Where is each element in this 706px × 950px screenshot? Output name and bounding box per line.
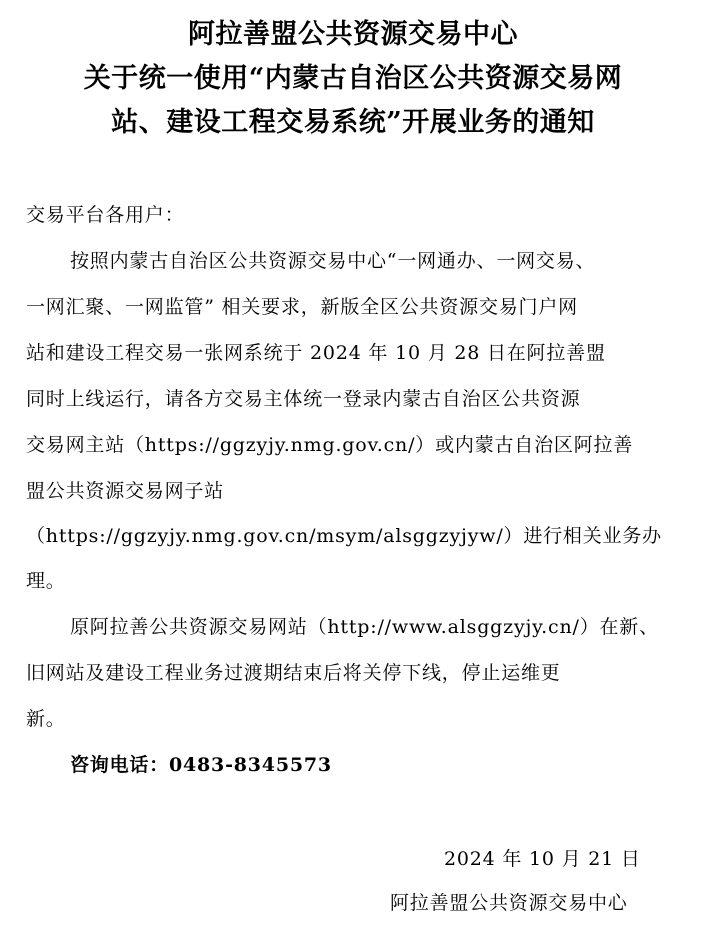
title-line-3: 站、建设工程交易系统”开展业务的通知 bbox=[111, 107, 595, 138]
paragraph2-line-1: 原阿拉善公共资源交易网站（http://www.alsggzyjy.cn/）在新、 bbox=[70, 616, 659, 638]
paragraph2-line-3: 新。 bbox=[26, 708, 66, 730]
paragraph1-line-1: 按照内蒙古自治区公共资源交易中心“一网通办、一网交易、 bbox=[70, 250, 596, 272]
paragraph2-line-2: 旧网站及建设工程业务过渡期结束后将关停下线，停止运维更 bbox=[26, 662, 561, 684]
paragraph1-line-7: （https://ggzyjy.nmg.gov.cn/msym/alsggzyjyw/）进行相关业务办 bbox=[26, 525, 662, 547]
title-line-1: 阿拉善盟公共资源交易中心 bbox=[188, 19, 518, 50]
paragraph1-line-5: 交易网主站（https://ggzyjy.nmg.gov.cn/）或内蒙古自治区阿拉善 bbox=[26, 434, 634, 456]
paragraph1-line-6: 盟公共资源交易网子站 bbox=[26, 480, 225, 502]
title-line-2: 关于统一使用“内蒙古自治区公共资源交易网 bbox=[83, 63, 623, 94]
paragraph1-line-3: 站和建设工程交易一张网系统于 2024 年 10 月 28 日在阿拉善盟 bbox=[26, 342, 606, 364]
contact-phone: 咨询电话：0483-8345573 bbox=[70, 754, 332, 776]
notice-date: 2024 年 10 月 21 日 bbox=[444, 848, 641, 870]
issuer-signature: 阿拉善盟公共资源交易中心 bbox=[390, 892, 628, 914]
paragraph1-line-8: 理。 bbox=[26, 570, 66, 592]
salutation: 交易平台各用户： bbox=[26, 204, 185, 226]
paragraph1-line-4: 同时上线运行，请各方交易主体统一登录内蒙古自治区公共资源 bbox=[26, 388, 581, 410]
paragraph1-line-2: 一网汇聚、一网监管” 相关要求，新版全区公共资源交易门户网 bbox=[26, 296, 578, 318]
